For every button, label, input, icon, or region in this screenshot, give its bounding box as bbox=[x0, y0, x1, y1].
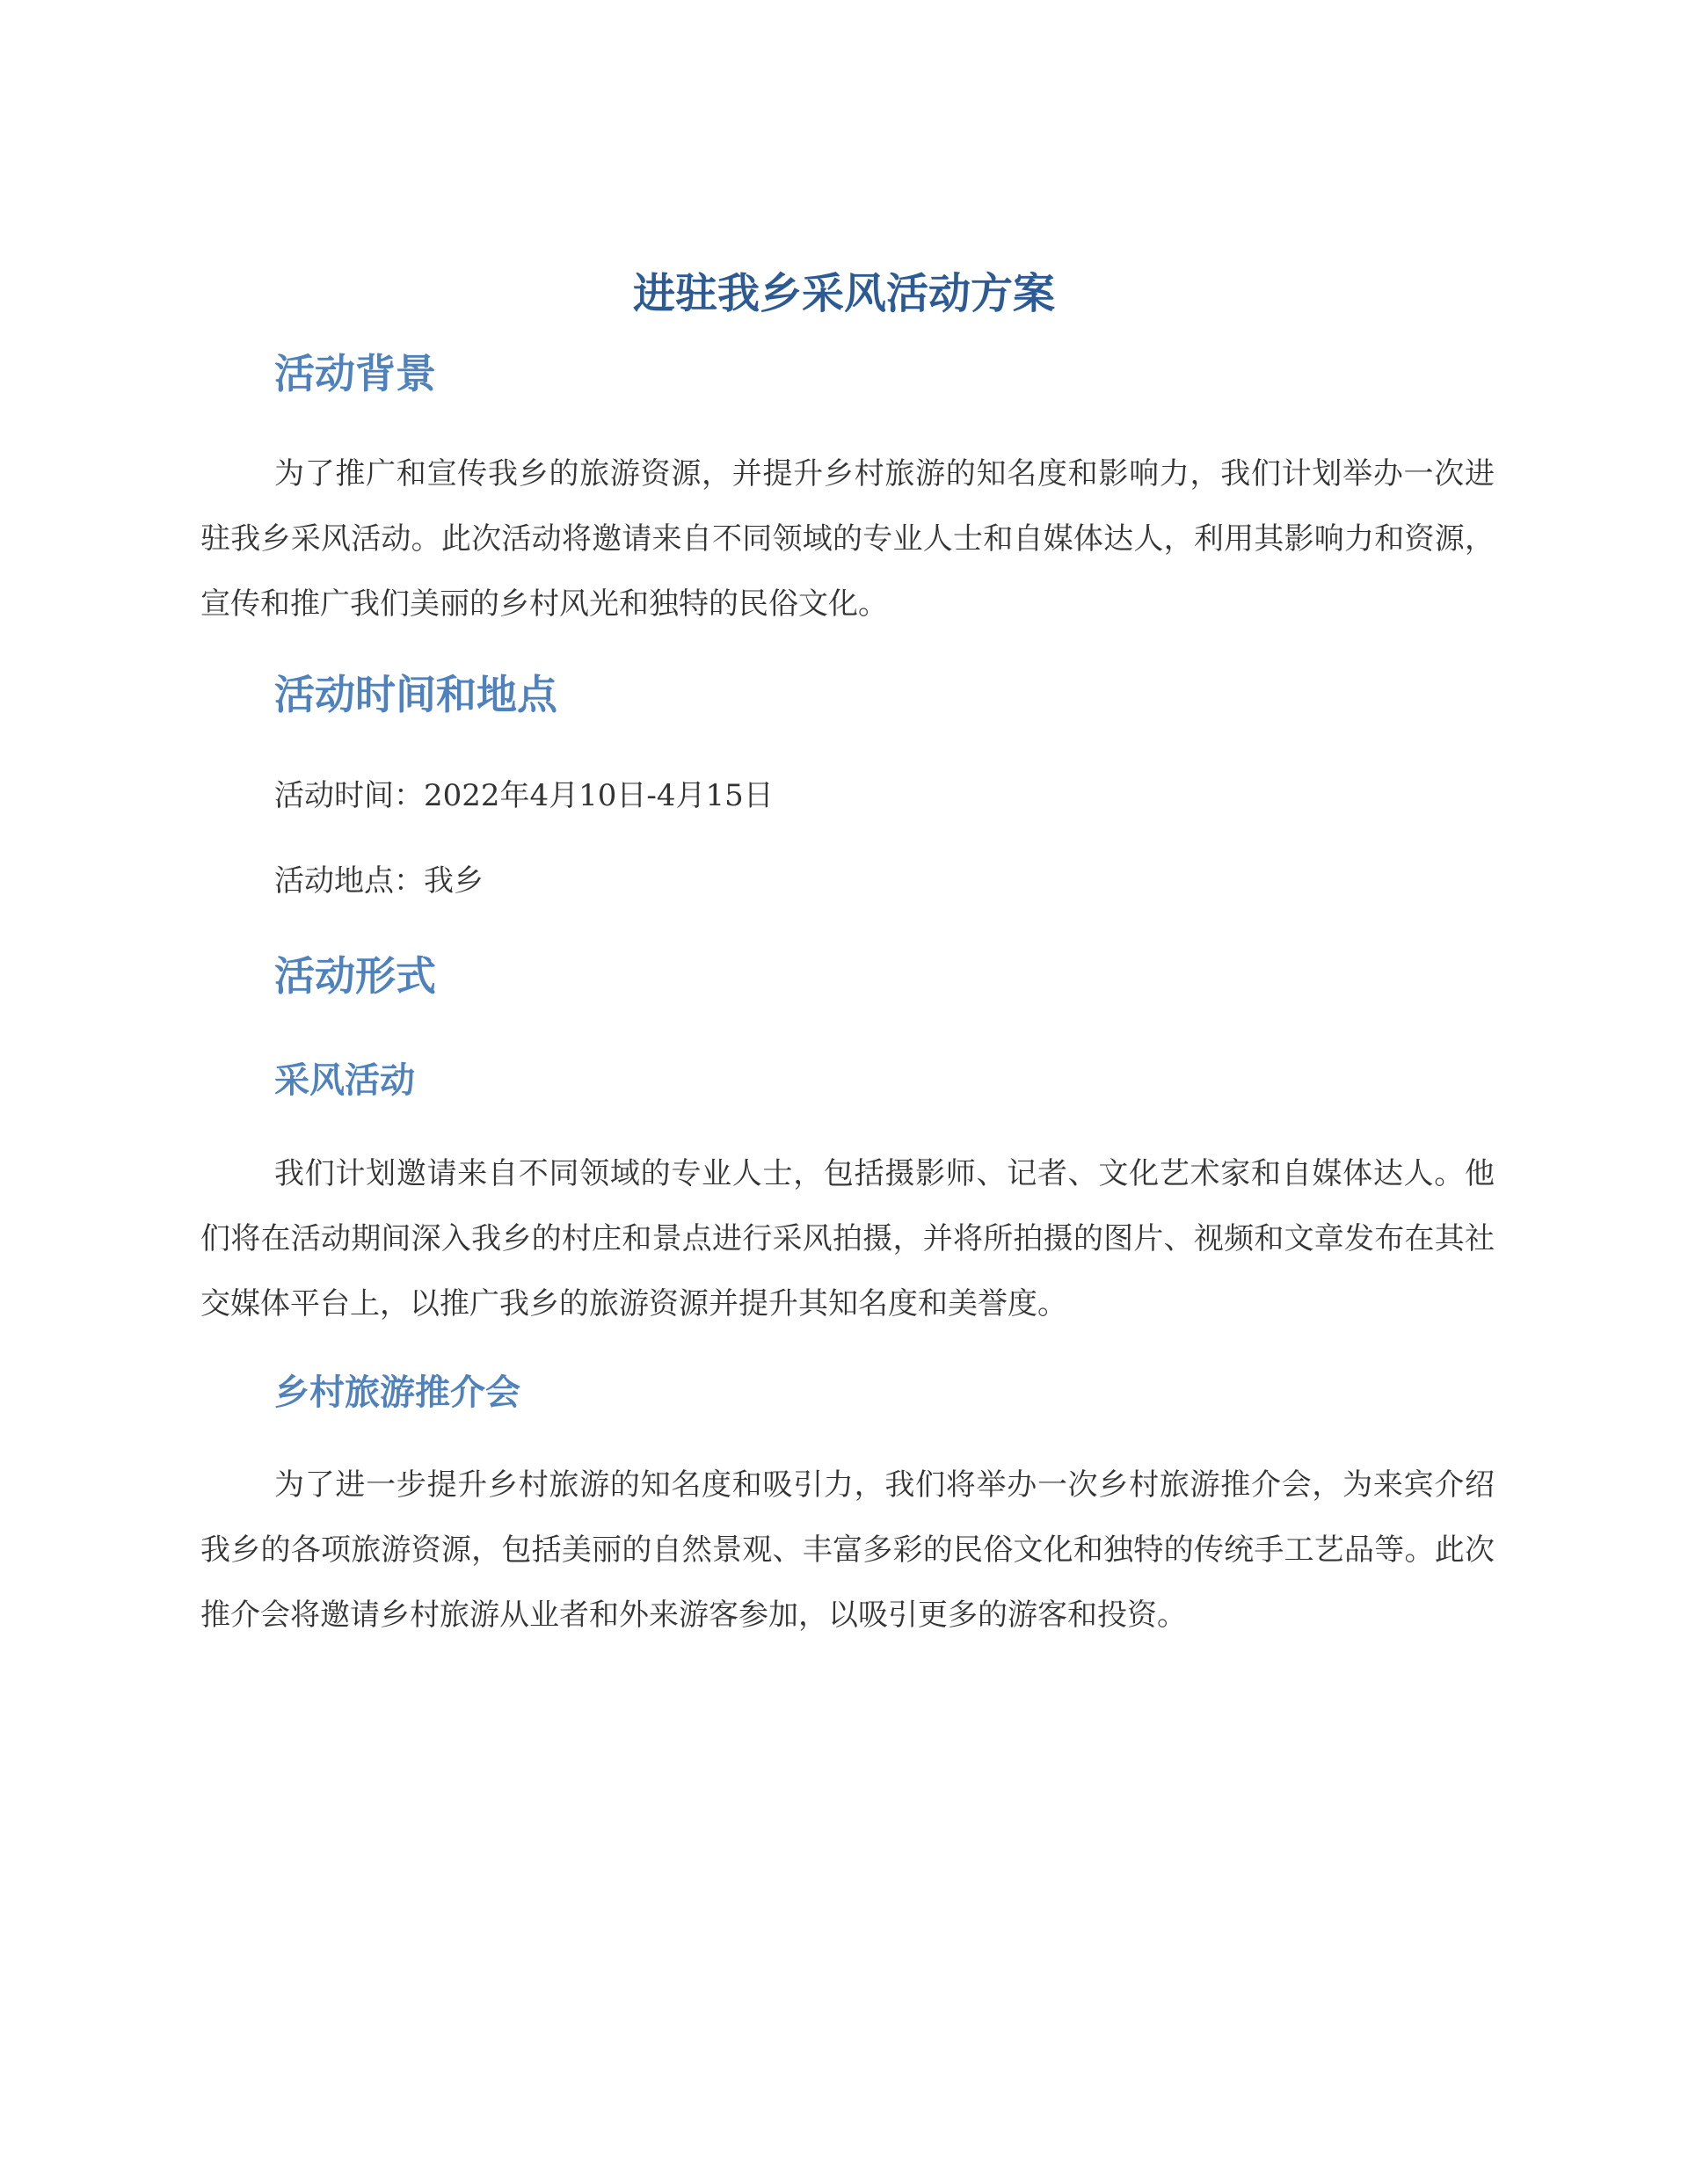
document-title: 进驻我乡采风活动方案 bbox=[632, 269, 1055, 318]
heading-background: 活动背景 bbox=[274, 350, 436, 397]
heading-time-place: 活动时间和地点 bbox=[274, 671, 557, 718]
subheading-cai-feng: 采风活动 bbox=[274, 1060, 415, 1101]
subheading-promotion: 乡村旅游推介会 bbox=[274, 1372, 520, 1413]
heading-format: 活动形式 bbox=[274, 952, 436, 1000]
activity-time-line: 活动时间：2022年4月10日-4月15日 bbox=[274, 778, 774, 813]
paragraph-background: 为了推广和宣传我乡的旅游资源，并提升乡村旅游的知名度和影响力，我们计划举办一次进驻我乡采风活动。此次活动将邀请来自不同领域的专业人士和自媒体达人，利用其影响力和资源，宣传和推广我们美丽的乡村风光和独特的民俗文化。 bbox=[200, 456, 1495, 622]
paragraph-promotion: 为了进一步提升乡村旅游的知名度和吸引力，我们将举办一次乡村旅游推介会，为来宾介绍我乡的各项旅游资源，包括美丽的自然景观、丰富多彩的民俗文化和独特的传统手工艺品等。此次推介会将邀请乡村旅游从业者和外来游客参加，以吸引更多的游客和投资。 bbox=[200, 1467, 1495, 1633]
activity-place-line: 活动地点：我乡 bbox=[274, 863, 484, 899]
paragraph-cai-feng: 我们计划邀请来自不同领域的专业人士，包括摄影师、记者、文化艺术家和自媒体达人。他们将在活动期间深入我乡的村庄和景点进行采风拍摄，并将所拍摄的图片、视频和文章发布在其社交媒体平台上，以推广我乡的旅游资源并提升其知名度和美誉度。 bbox=[200, 1156, 1495, 1321]
